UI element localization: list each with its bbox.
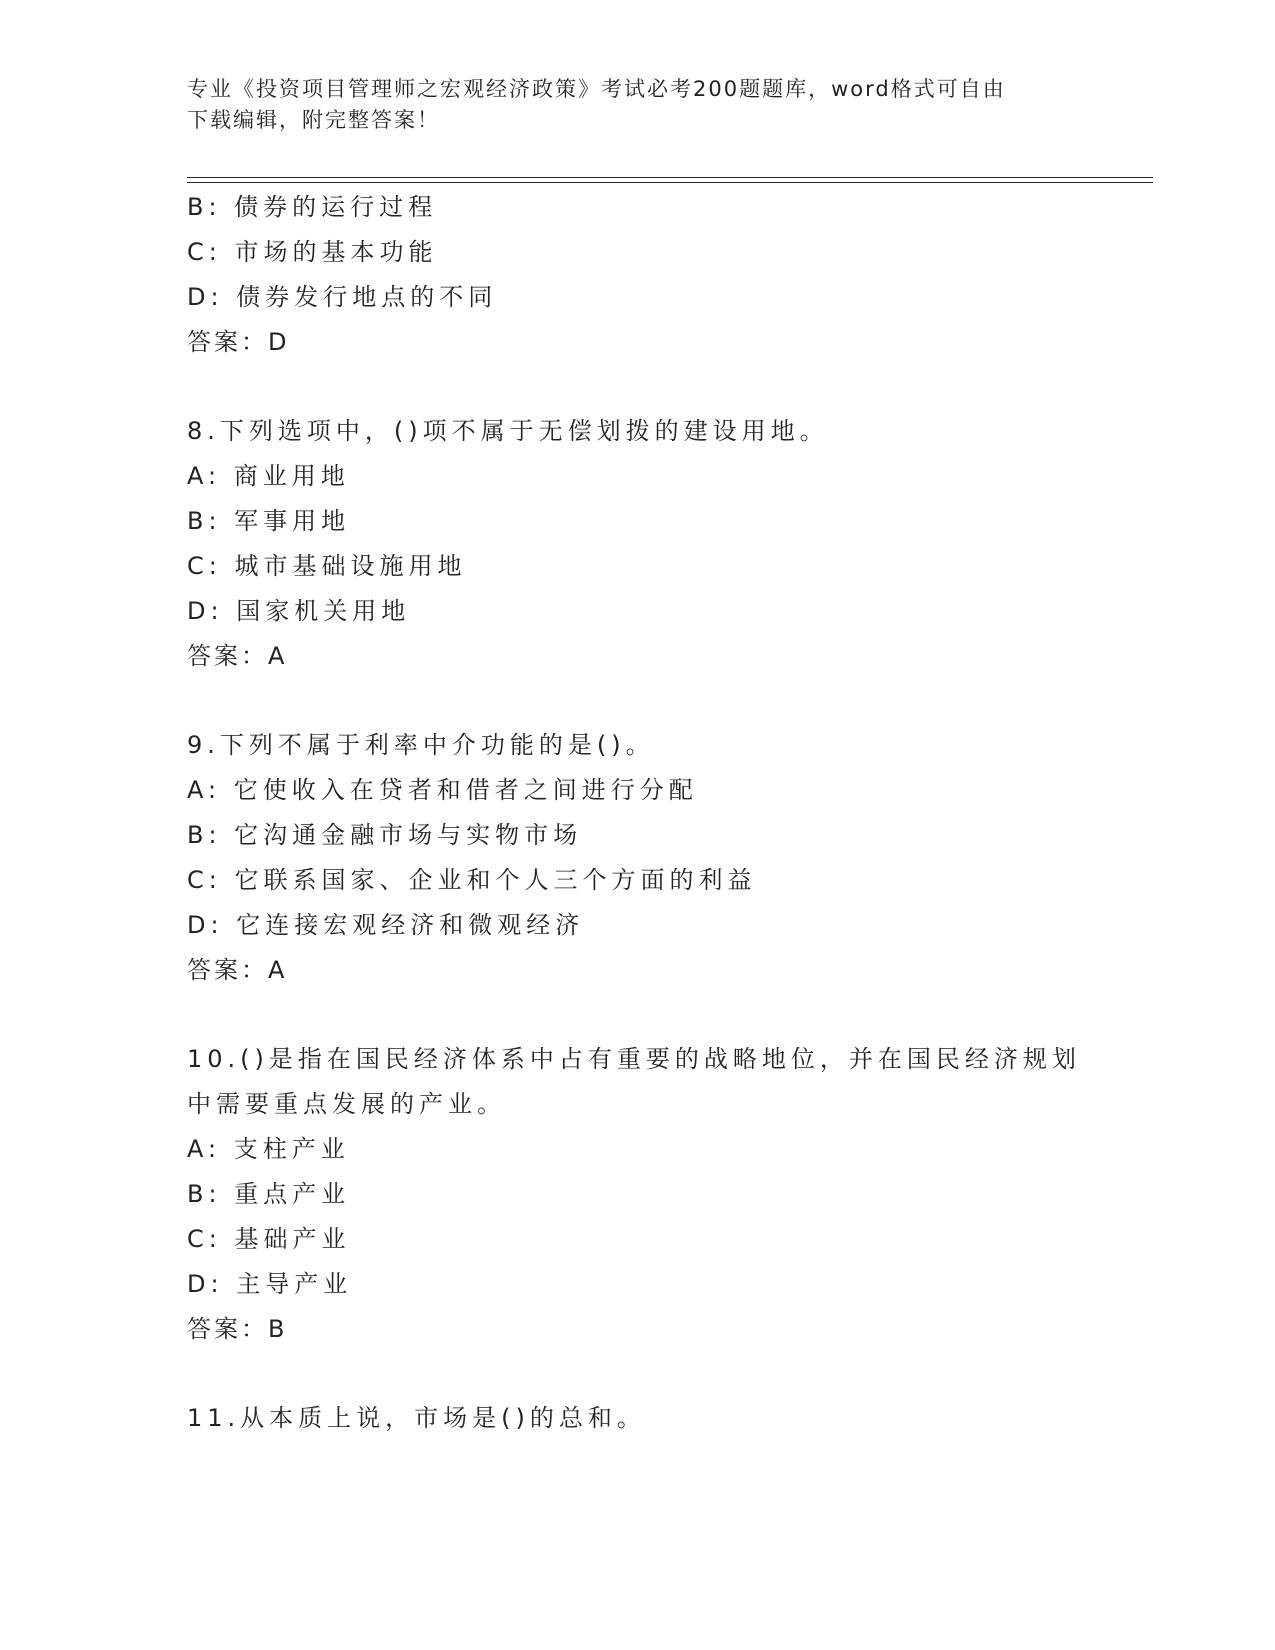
q7-option-d: D: 债券发行地点的不同 xyxy=(187,283,498,311)
q7-answer: 答案：D xyxy=(187,328,290,356)
q8-answer: 答案：A xyxy=(187,642,288,670)
q9-answer: 答案：A xyxy=(187,956,288,984)
q9-option-d: D: 它连接宏观经济和微观经济 xyxy=(187,911,585,939)
q11-stem: 11.从本质上说，市场是()的总和。 xyxy=(187,1404,646,1432)
header-line-1: 专业《投资项目管理师之宏观经济政策》考试必考200题题库，word格式可自由 xyxy=(187,77,1006,101)
q10-option-c: C: 基础产业 xyxy=(187,1225,351,1253)
q10-stem-line-2: 中需要重点发展的产业。 xyxy=(187,1090,506,1118)
document-header xyxy=(187,74,1087,136)
q9-option-c: C: 它联系国家、企业和个人三个方面的利益 xyxy=(187,866,757,894)
q10-answer: 答案：B xyxy=(187,1315,288,1343)
q9-option-a: A: 它使收入在贷者和借者之间进行分配 xyxy=(187,776,698,804)
q8-option-c: C: 城市基础设施用地 xyxy=(187,552,467,580)
q9-stem: 9.下列不属于利率中介功能的是()。 xyxy=(187,731,655,759)
q8-stem: 8.下列选项中，()项不属于无偿划拨的建设用地。 xyxy=(187,417,829,445)
q8-option-d: D: 国家机关用地 xyxy=(187,597,411,625)
q8-option-a: A: 商业用地 xyxy=(187,462,350,490)
q10-option-a: A: 支柱产业 xyxy=(187,1135,350,1163)
q8-option-b: B: 军事用地 xyxy=(187,507,351,535)
q10-stem-line-1: 10.()是指在国民经济体系中占有重要的战略地位，并在国民经济规划 xyxy=(187,1045,1081,1073)
q10-option-d: D: 主导产业 xyxy=(187,1270,353,1298)
q7-option-b: B: 债券的运行过程 xyxy=(187,193,438,221)
header-line-2: 下载编辑，附完整答案！ xyxy=(187,108,440,132)
q9-option-b: B: 它沟通金融市场与实物市场 xyxy=(187,821,583,849)
q7-option-c: C: 市场的基本功能 xyxy=(187,238,438,266)
header-divider xyxy=(187,177,1153,183)
q10-option-b: B: 重点产业 xyxy=(187,1180,351,1208)
